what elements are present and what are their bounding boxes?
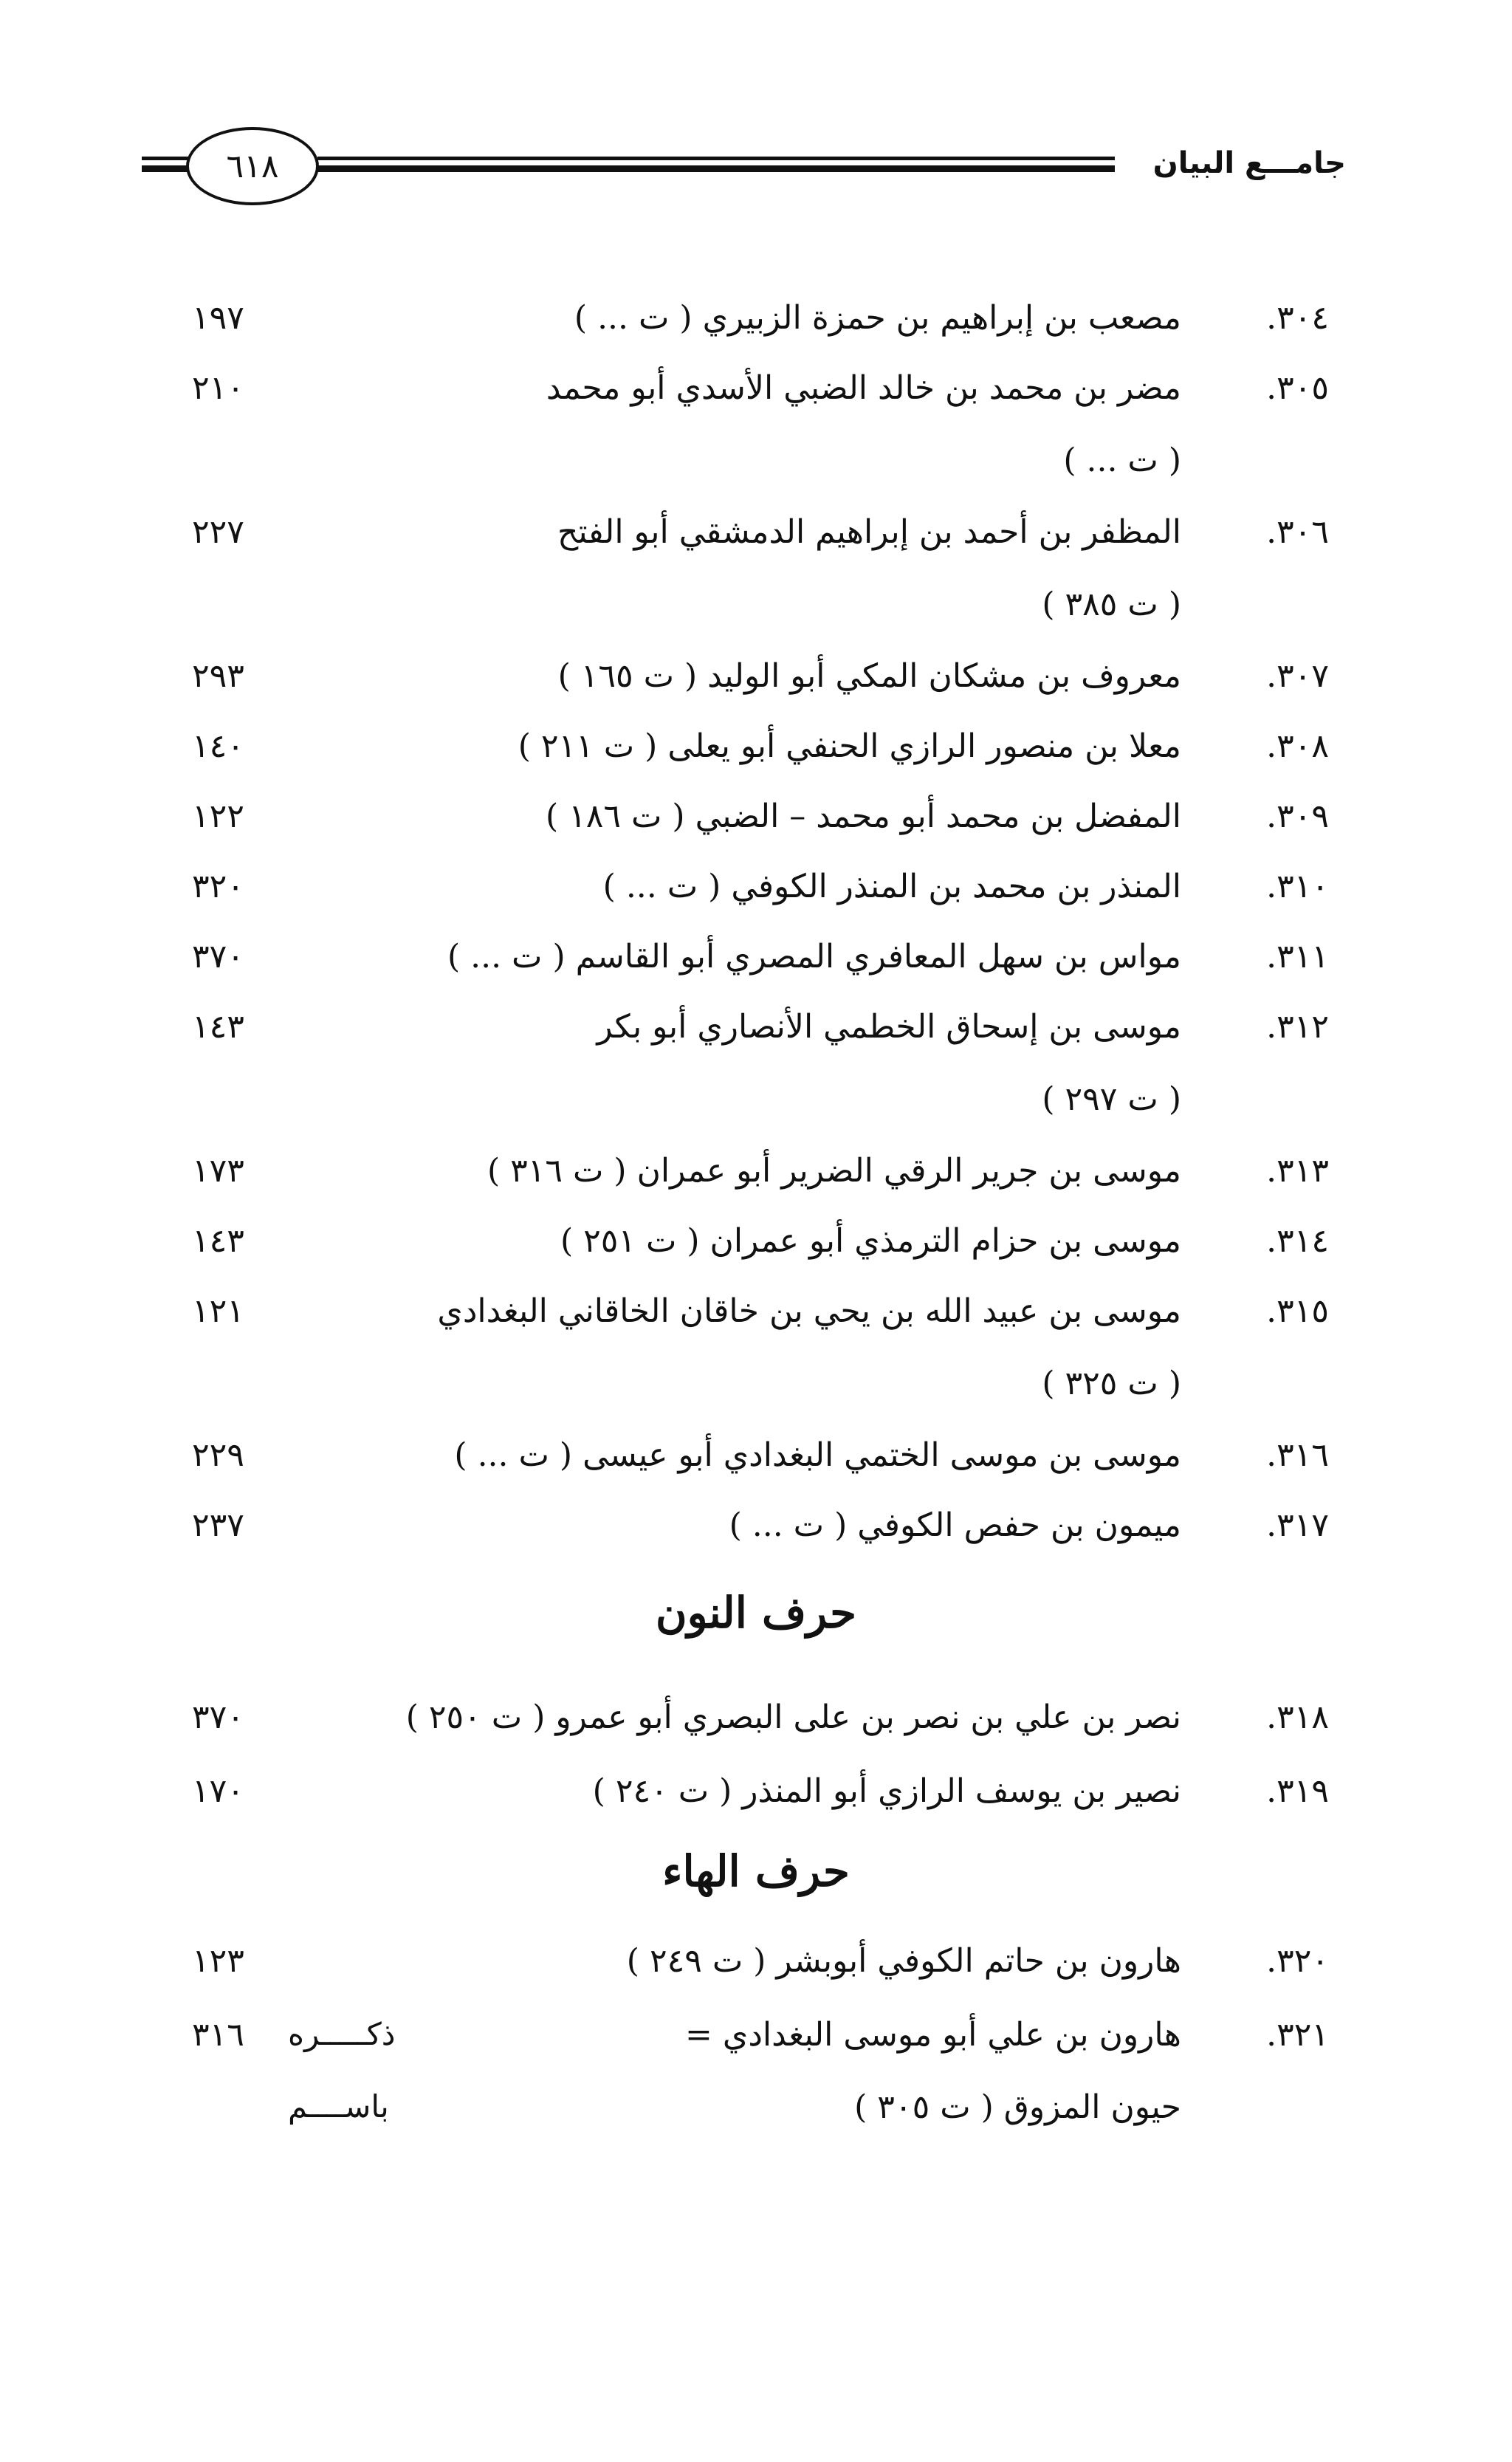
list-item xyxy=(0,513,1512,565)
entry-name: هارون بن علي أبو موسى البغدادي = xyxy=(685,2016,1181,2054)
header-rule-left-bottom xyxy=(142,165,189,172)
entry-death-year: ( ت ٢٩٧ ) xyxy=(1042,1080,1181,1118)
page-number: ٦١٨ xyxy=(226,147,279,185)
entry-name: معلا بن منصور الرازي الحنفي أبو يعلى ( ت ٢١١ ) xyxy=(518,727,1181,765)
entry-death-year: ( ت ٣٨٥ ) xyxy=(1042,586,1181,623)
entry-number: ٣١٥. xyxy=(1266,1292,1329,1330)
entry-name: نصير بن يوسف الرازي أبو المنذر ( ت ٢٤٠ ) xyxy=(592,1772,1181,1810)
entry-number: ٣١٦. xyxy=(1266,1436,1329,1474)
list-item-continuation xyxy=(0,2088,1512,2140)
entry-name: المنذر بن محمد بن المنذر الكوفي ( ت ... ) xyxy=(602,868,1181,905)
entry-page: ٢٢٧ xyxy=(192,513,244,551)
entry-name: موسى بن إسحاق الخطمي الأنصاري أبو بكر xyxy=(597,1008,1181,1046)
entry-number: ٣٠٨. xyxy=(1266,727,1329,765)
list-item xyxy=(0,1008,1512,1060)
entry-name: مصعب بن إبراهيم بن حمزة الزبيري ( ت ... ) xyxy=(574,299,1181,337)
book-title: جامـــع البيان xyxy=(1152,146,1346,180)
entry-page: ١٤٣ xyxy=(192,1222,244,1260)
entry-number: ٣١٧. xyxy=(1266,1506,1329,1544)
section-heading-nun: حرف النون xyxy=(655,1588,857,1638)
entry-page: ٢٣٧ xyxy=(192,1506,244,1544)
list-item xyxy=(0,727,1512,779)
entry-page: ١٢٢ xyxy=(192,798,244,835)
entry-page: ٣١٦ xyxy=(192,2016,244,2054)
entry-name: موسى بن حزام الترمذي أبو عمران ( ت ٢٥١ ) xyxy=(560,1222,1181,1260)
entry-number: ٣٠٧. xyxy=(1266,657,1329,695)
list-item xyxy=(0,1772,1512,1824)
entry-page: ٣٧٠ xyxy=(192,1698,244,1736)
list-item xyxy=(0,798,1512,849)
entry-name: معروف بن مشكان المكي أبو الوليد ( ت ١٦٥ ) xyxy=(557,657,1181,695)
entry-number: ٣٠٦. xyxy=(1266,513,1329,551)
list-item xyxy=(0,1292,1512,1344)
entry-note-2: باســــم xyxy=(288,2088,389,2125)
list-item xyxy=(0,657,1512,709)
list-item xyxy=(0,1942,1512,1994)
entry-name: موسى بن موسى الختمي البغدادي أبو عيسى ( ت ... ) xyxy=(454,1436,1181,1474)
entry-page: ٣٧٠ xyxy=(192,938,244,975)
entry-name: موسى بن جرير الرقي الضرير أبو عمران ( ت ٣١٦ ) xyxy=(487,1152,1181,1190)
section-heading-ha: حرف الهاء xyxy=(662,1846,850,1896)
entry-page: ٢٩٣ xyxy=(192,657,244,695)
entry-number: ٣٠٥. xyxy=(1266,369,1329,407)
entry-number: ٣١١. xyxy=(1266,938,1329,975)
entry-death-year: ( ت ٣٢٥ ) xyxy=(1042,1365,1181,1402)
entry-number: ٣٠٤. xyxy=(1266,299,1329,337)
list-item xyxy=(0,1506,1512,1558)
list-item xyxy=(0,868,1512,919)
entry-page: ١٩٧ xyxy=(192,299,244,337)
entry-page: ١٤٠ xyxy=(192,727,244,765)
entry-number: ٣١٠. xyxy=(1266,868,1329,905)
entry-page: ٣٢٠ xyxy=(192,868,244,905)
list-item xyxy=(0,1152,1512,1204)
entry-name: هارون بن حاتم الكوفي أبوبشر ( ت ٢٤٩ ) xyxy=(626,1942,1181,1980)
entry-page: ٢٢٩ xyxy=(192,1436,244,1474)
entry-name: مواس بن سهل المعافري المصري أبو القاسم ( ت ... ) xyxy=(447,938,1181,975)
list-item-continuation xyxy=(0,586,1512,637)
entry-number: ٣٢٠. xyxy=(1266,1942,1329,1980)
entry-name: ميمون بن حفص الكوفي ( ت ... ) xyxy=(729,1506,1181,1544)
header-rule-right-top xyxy=(317,157,1115,160)
entry-note: ذكـــــره xyxy=(288,2016,396,2052)
entry-alias: حيون المزوق ( ت ٣٠٥ ) xyxy=(854,2088,1181,2126)
entry-name: المفضل بن محمد أبو محمد – الضبي ( ت ١٨٦ ) xyxy=(545,798,1181,835)
entry-page: ١٧٠ xyxy=(192,1772,244,1810)
list-item-continuation xyxy=(0,1080,1512,1132)
entry-number: ٣٢١. xyxy=(1266,2016,1329,2054)
entry-number: ٣١٣. xyxy=(1266,1152,1329,1190)
entry-death-year: ( ت ... ) xyxy=(1063,442,1181,479)
entry-page: ٢١٠ xyxy=(192,369,244,407)
entry-page: ١٧٣ xyxy=(192,1152,244,1190)
entry-page: ١٢١ xyxy=(192,1292,244,1330)
entry-name: المظفر بن أحمد بن إبراهيم الدمشقي أبو الفتح xyxy=(557,513,1181,551)
entry-name: نصر بن علي بن نصر بن على البصري أبو عمرو ( ت ٢٥٠ ) xyxy=(405,1698,1181,1736)
page-number-badge xyxy=(186,127,319,205)
list-item xyxy=(0,369,1512,421)
list-item xyxy=(0,1436,1512,1488)
list-item xyxy=(0,938,1512,990)
list-item xyxy=(0,299,1512,351)
entry-number: ٣٠٩. xyxy=(1266,798,1329,835)
header-rule-left-top xyxy=(142,157,189,160)
header-rule-right-bottom xyxy=(317,165,1115,172)
list-item-continuation xyxy=(0,442,1512,493)
entry-number: ٣١٤. xyxy=(1266,1222,1329,1260)
entry-name: مضر بن محمد بن خالد الضبي الأسدي أبو محمد xyxy=(546,369,1181,407)
entry-name: موسى بن عبيد الله بن يحي بن خاقان الخاقاني البغدادي xyxy=(437,1292,1181,1330)
entry-number: ٣١٩. xyxy=(1266,1772,1329,1810)
entry-page: ١٤٣ xyxy=(192,1008,244,1046)
entry-number: ٣١٢. xyxy=(1266,1008,1329,1046)
list-item xyxy=(0,2016,1512,2068)
list-item-continuation xyxy=(0,1365,1512,1416)
entry-page: ١٢٣ xyxy=(192,1942,244,1980)
entry-number: ٣١٨. xyxy=(1266,1698,1329,1736)
list-item xyxy=(0,1222,1512,1274)
list-item xyxy=(0,1698,1512,1750)
